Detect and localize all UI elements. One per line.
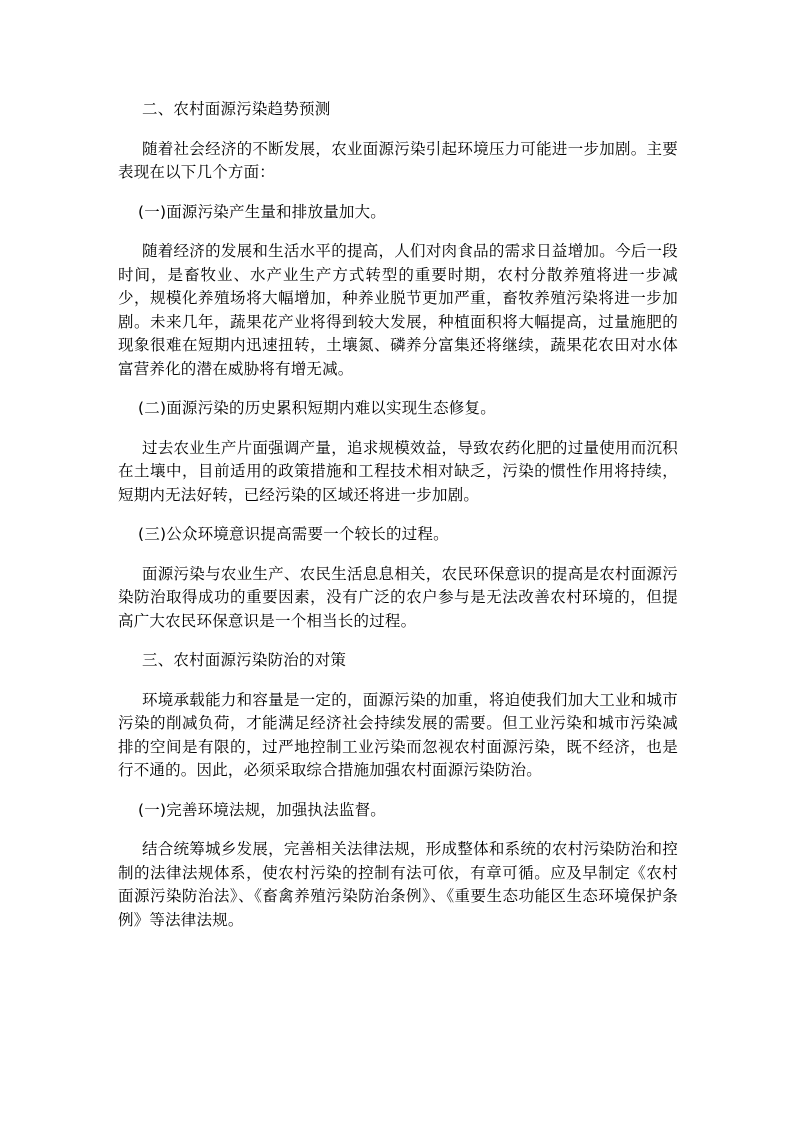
paragraph: 随着社会经济的不断发展，农业面源污染引起环境压力可能进一步加剧。主要表现在以下几个方面： (118, 139, 678, 181)
subheading: (三)公众环境意识提高需要一个较长的过程。 (138, 525, 449, 543)
subheading: (一)完善环境法规，加强执法监督。 (138, 800, 386, 819)
paragraph: 过去农业生产片面强调产量，追求规模效益，导致农药化肥的过量使用而沉积在土壤中，目前适用的政策措施和工程技术相对缺乏，污染的惯性作用将持续，短期内无法好转，已经污染的区域还将进一步加剧。 (118, 438, 678, 504)
paragraph: 结合统筹城乡发展，完善相关法律法规，形成整体和系统的农村污染防治和控制的法律法规体系，使农村污染的控制有法可依，有章可循。应及早制定《农村面源污染防治法》、《畜禽养殖污染防治条例》、《重要生态功能区生态环境保护条例》等法律法规。 (118, 840, 678, 929)
subheading: (二)面源污染的历史累积短期内难以实现生态修复。 (138, 399, 496, 417)
subheading: (一)面源污染产生量和排放量加大。 (138, 202, 386, 221)
section-heading-measures: 三、农村面源污染防治的对策 (142, 651, 347, 669)
paragraph: 面源污染与农业生产、农民生活息息相关，农民环保意识的提高是农村面源污染防治取得成功的重要因素，没有广泛的农户参与是无法改善农村环境的，但提高广大农民环保意识是一个相当长的过程。 (118, 564, 678, 630)
document-body (118, 98, 678, 932)
paragraph: 随着经济的发展和生活水平的提高，人们对肉食品的需求日益增加。今后一段时间，是畜牧业、水产业生产方式转型的重要时期，农村分散养殖将进一步减少，规模化养殖场将大幅增加，种养业脱节更加严重，畜牧养殖污染将进一步加剧。未来几年，蔬果花产业将得到较大发展，种植面积将大幅提高，过量施肥的现象很难在短期内迅速扭转，土壤氮、磷养分富集还将继续，蔬果花农田对水体富营养化的潜在威胁将有增无减。 (118, 242, 678, 378)
section-heading-trend: 二、农村面源污染趋势预测 (142, 100, 331, 118)
paragraph: 环境承载能力和容量是一定的，面源污染的加重，将迫使我们加大工业和城市污染的削减负荷，才能满足经济社会持续发展的需要。但工业污染和城市污染减排的空间是有限的，过严地控制工业污染而忽视农村面源污染，既不经济，也是行不通的。因此，必须采取综合措施加强农村面源污染防治。 (118, 690, 678, 779)
